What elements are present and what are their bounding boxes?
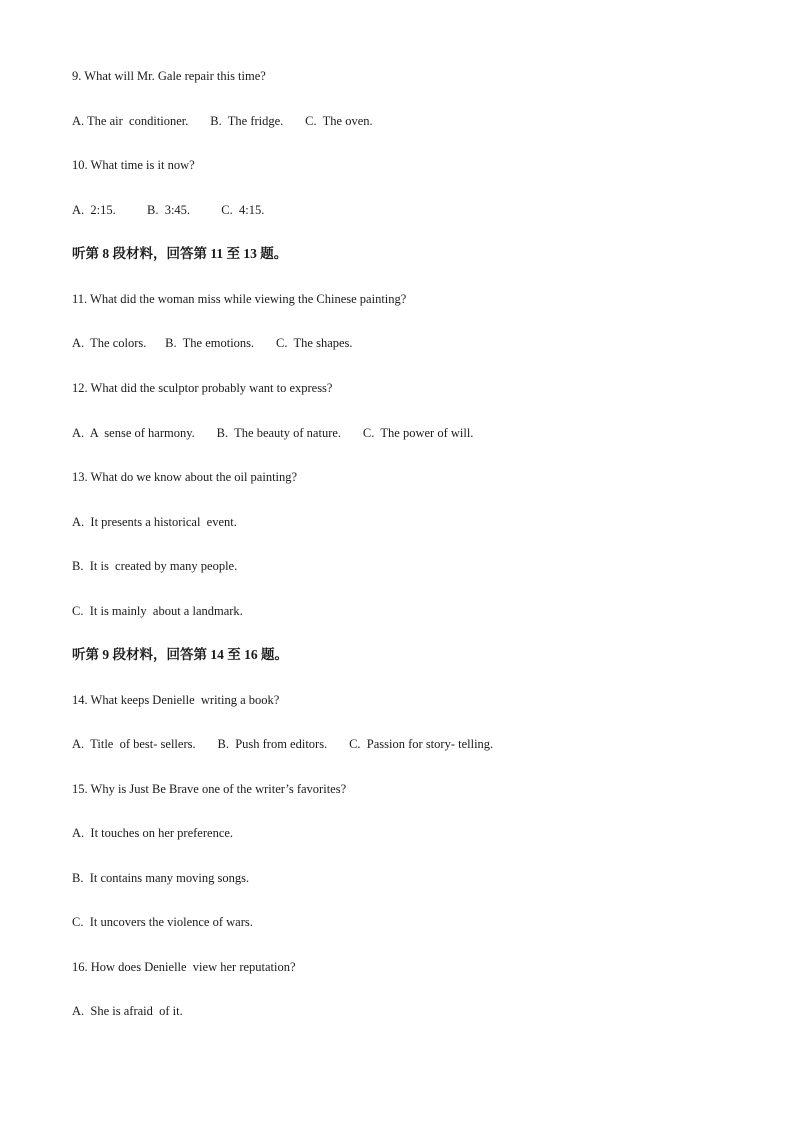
question-13-option-a: A. It presents a historical event. (72, 515, 237, 529)
question-15-option-c: C. It uncovers the violence of wars. (72, 915, 253, 929)
question-10: 10. What time is it now? (72, 158, 195, 172)
section-heading-8: 听第 8 段材料，回答第 11 至 13 题。 (72, 246, 288, 261)
question-13: 13. What do we know about the oil painting? (72, 470, 298, 484)
question-14: 14. What keeps Denielle writing a book? (72, 693, 280, 707)
question-9-options: A. The air conditioner. B. The fridge. C. The oven. (72, 114, 373, 128)
question-16-option-a: A. She is afraid of it. (72, 1004, 183, 1018)
question-16: 16. How does Denielle view her reputation? (72, 960, 296, 974)
question-9: 9. What will Mr. Gale repair this time? (72, 69, 266, 83)
question-11-options: A. The colors. B. The emotions. C. The shapes. (72, 336, 353, 350)
question-10-options: A. 2:15. B. 3:45. C. 4:15. (72, 203, 265, 217)
question-11: 11. What did the woman miss while viewing the Chinese painting? (72, 292, 407, 306)
question-15-option-b: B. It contains many moving songs. (72, 871, 250, 885)
question-15-option-a: A. It touches on her preference. (72, 826, 234, 840)
question-12: 12. What did the sculptor probably want to express? (72, 381, 333, 395)
section-heading-9: 听第 9 段材料，回答第 14 至 16 题。 (72, 647, 288, 662)
question-14-options: A. Title of best- sellers. B. Push from editors. C. Passion for story- telling. (72, 737, 494, 751)
question-12-options: A. A sense of harmony. B. The beauty of nature. C. The power of will. (72, 426, 474, 440)
question-13-option-b: B. It is created by many people. (72, 559, 238, 573)
question-15: 15. Why is Just Be Brave one of the writer’s favorites? (72, 782, 347, 796)
question-13-option-c: C. It is mainly about a landmark. (72, 604, 243, 618)
